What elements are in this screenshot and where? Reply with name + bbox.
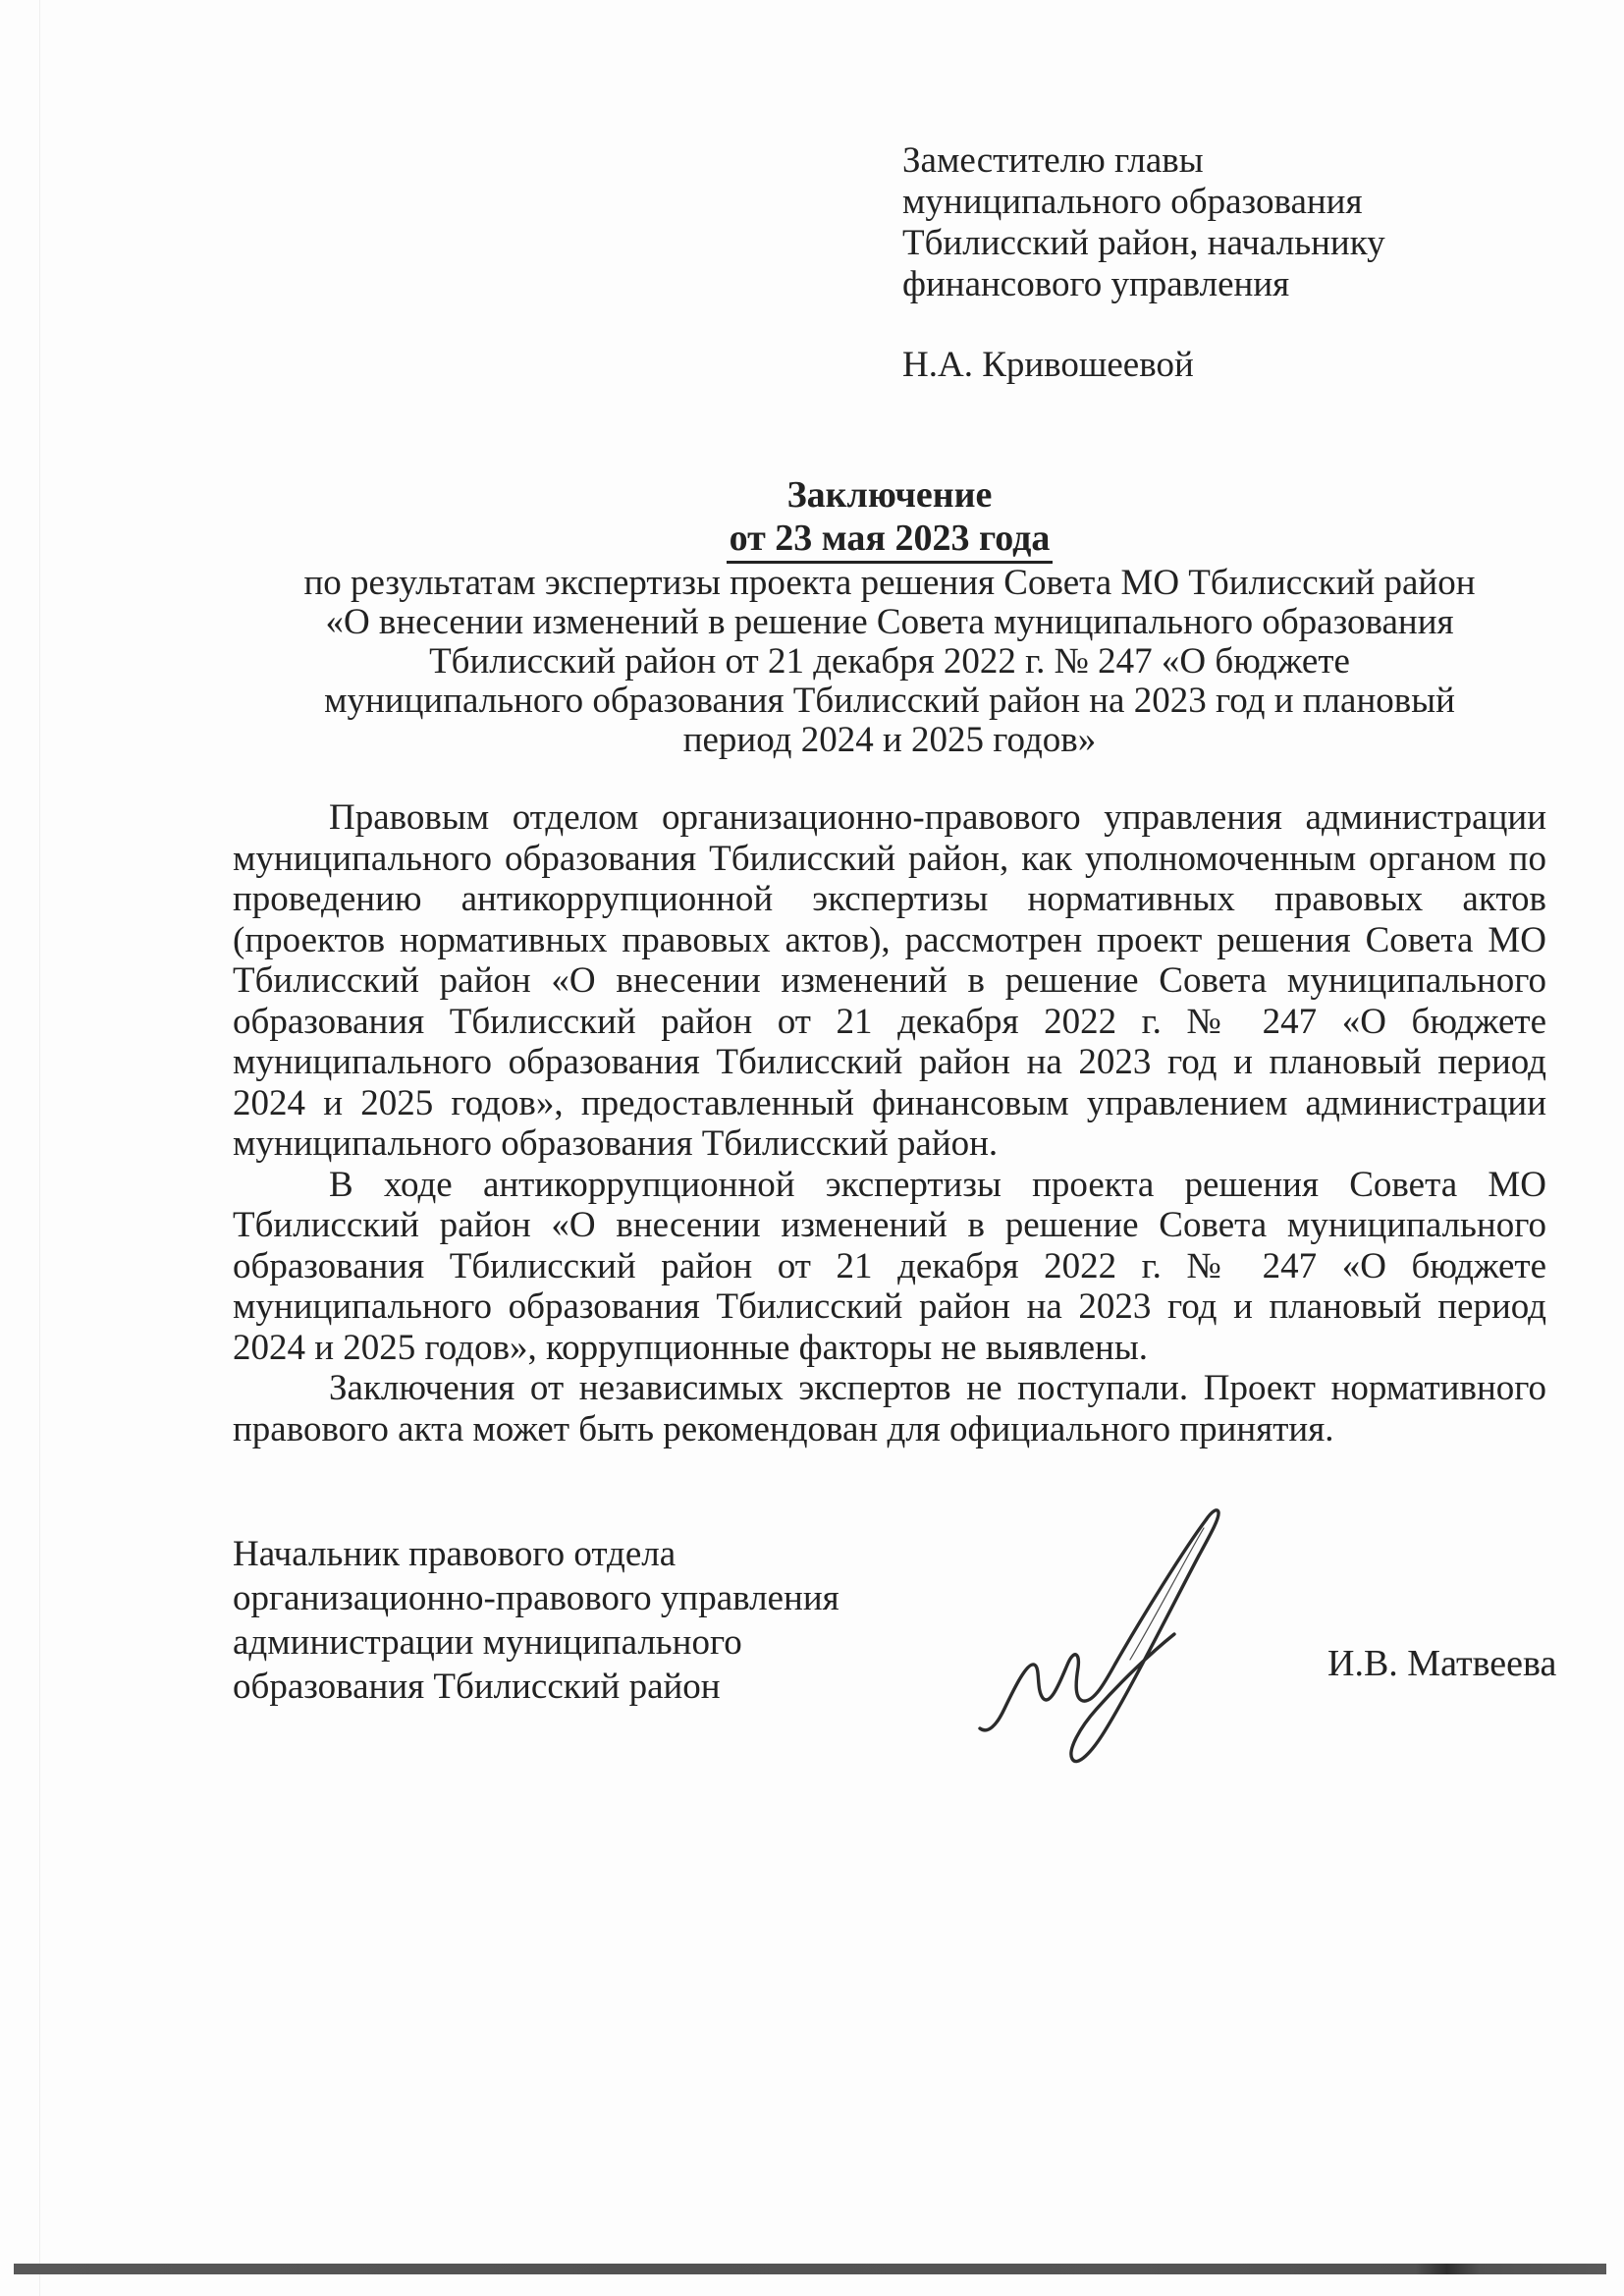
body-text	[233, 797, 1546, 1449]
scan-artifact-line	[39, 0, 40, 2296]
title-block	[233, 473, 1546, 760]
addressee-line: муниципального образования	[902, 182, 1363, 222]
addressee-block	[902, 140, 1452, 386]
signer-position-line: образования Тбилисский район	[233, 1667, 721, 1707]
title-subtitle-line: по результатам экспертизы проекта решения Совета МО Тбилисский район	[303, 563, 1476, 603]
signer-position-line: организационно-правового управления	[233, 1578, 839, 1618]
document-title: Заключение	[786, 474, 993, 516]
signee-name: И.В. Матвеева	[1327, 1643, 1557, 1684]
title-subtitle-line: Тбилисский район от 21 декабря 2022 г. № 247 «О бюджете	[429, 641, 1350, 682]
body-paragraph: В ходе антикоррупционной экспертизы проекта решения Совета МО Тбилисский район «О внесении изменений в решение Совета муниципального образования Тбилисский район от 21 декабря 2022 г. № 247 «О бюджете муниципального образования Тбилисский район на 2023 год и плановый период 2024 и 2025 годов», коррупционные факторы не выявлены.	[233, 1164, 1546, 1368]
signer-position-block	[233, 1532, 940, 1709]
title-subtitle-line: период 2024 и 2025 годов»	[682, 720, 1097, 760]
addressee-line: Заместителю главы	[902, 140, 1204, 181]
document-date	[233, 517, 1546, 564]
addressee-line: финансового управления	[902, 264, 1290, 304]
title-subtitle-line: «О внесении изменений в решение Совета муниципального образования	[325, 602, 1454, 642]
body-paragraph: Правовым отделом организационно-правового управления администрации муниципального образования Тбилисский район, как уполномоченным органом по проведению антикоррупционной экспертизы нормативных правовых актов (проектов нормативных правовых актов), рассмотрен проект решения Совета МО Тбилисский район «О внесении изменений в решение Совета муниципального образования Тбилисский район от 21 декабря 2022 г. № 247 «О бюджете муниципального образования Тбилисский район на 2023 год и плановый период 2024 и 2025 годов», предоставленный финансовым управлением администрации муниципального образования Тбилисский район.	[233, 797, 1546, 1164]
addressee-name: Н.А. Кривошеевой	[902, 345, 1194, 385]
scan-artifact-bar	[14, 2264, 1606, 2274]
title-subtitle-line: муниципального образования Тбилисский район на 2023 год и плановый	[324, 681, 1455, 721]
signer-position-line: администрации муниципального	[233, 1622, 742, 1663]
addressee-line: Тбилисский район, начальнику	[902, 223, 1385, 263]
body-paragraph: Заключения от независимых экспертов не поступали. Проект нормативного правового акта может быть рекомендован для официального принятия.	[233, 1368, 1546, 1449]
handwritten-signature-image	[970, 1504, 1286, 1781]
signer-position-line: Начальник правового отдела	[233, 1534, 677, 1574]
document-date-text: от 23 мая 2023 года	[727, 517, 1054, 564]
